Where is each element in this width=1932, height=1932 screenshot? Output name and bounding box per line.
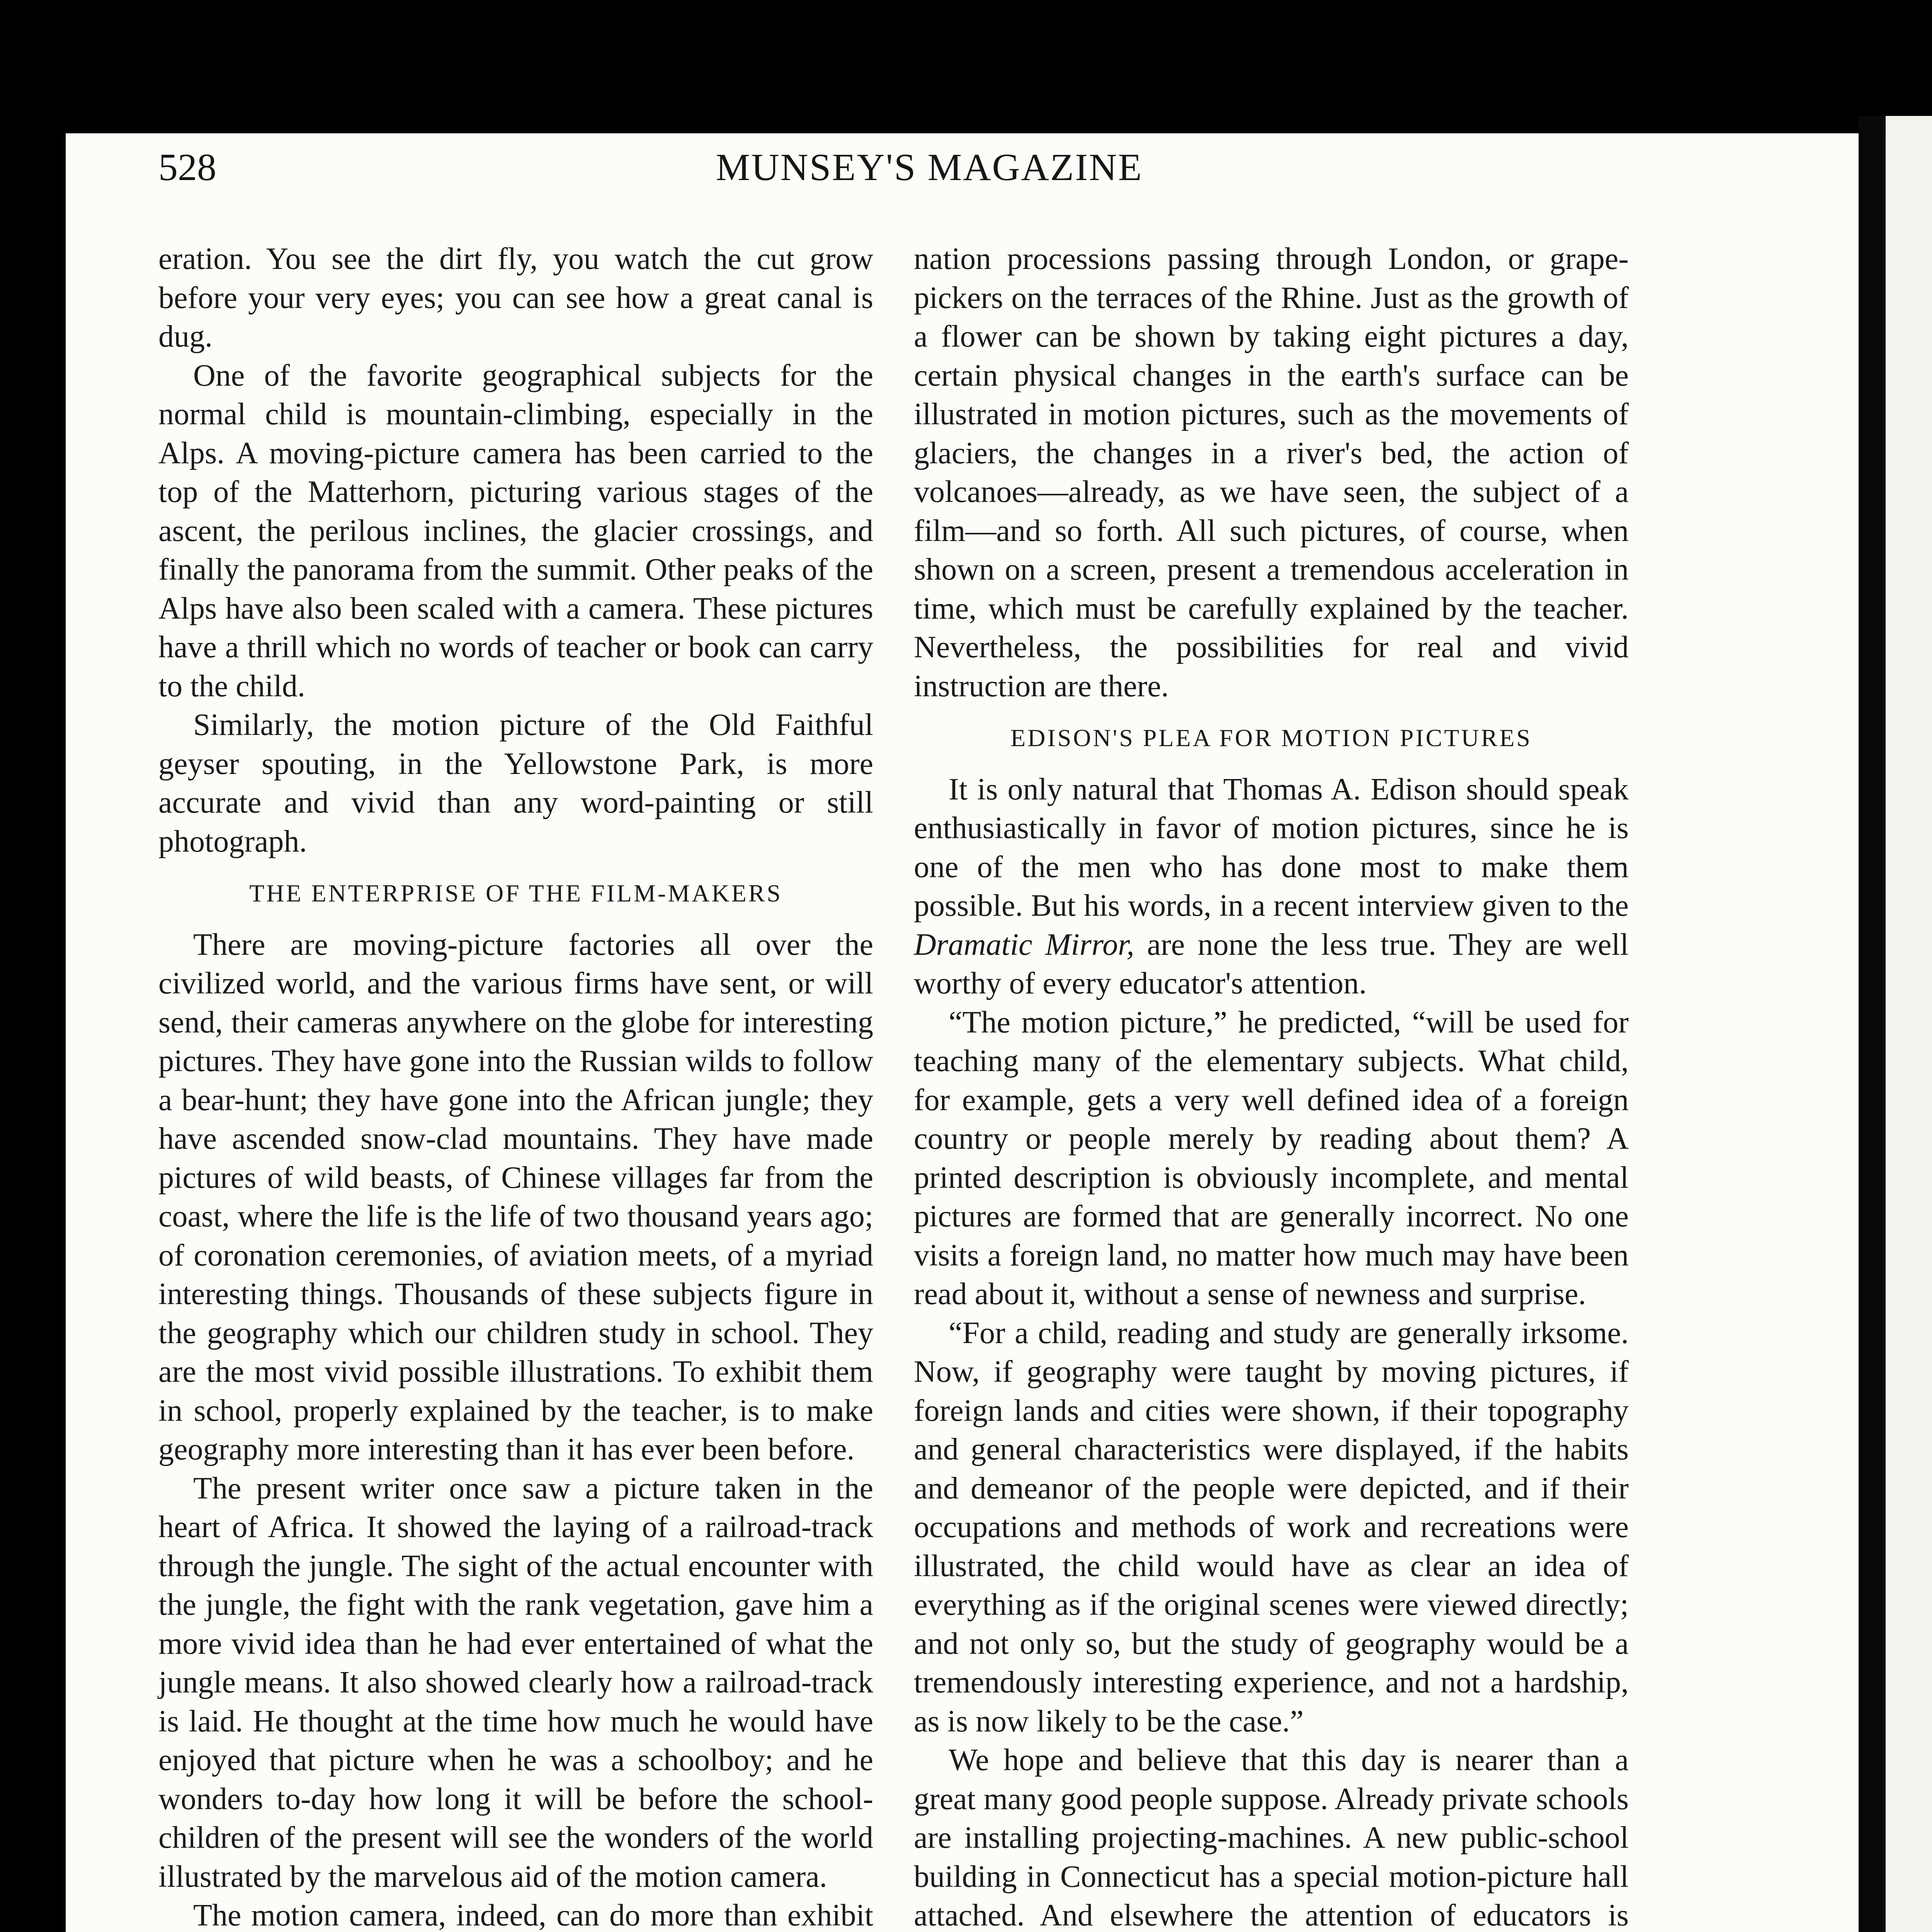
page-header <box>158 145 1700 203</box>
section-heading: EDISON'S PLEA FOR MOTION PICTURES <box>1010 724 1532 752</box>
paragraph-text: are none the less true. They are well worthy of every educator's attention. <box>914 927 1629 1000</box>
paragraph: nation processions passing through London, or grape-pickers on the terraces of the Rhine. Just as the growth of a flower can be shown by taking eight pictures a day, certain physical changes in the earth's surface can be illustrated in motion pictures, such as the movements of glaciers, the changes in a river's bed, the action of volcanoes—already, as we have seen, the subject of a film—and so forth. All such pictures, of course, when shown on a screen, present a tremendous acceleration in time, which must be carefully explained by the teacher. Nevertheless, the possibilities for real and vivid instruction are there. <box>914 242 1629 703</box>
right-column <box>914 240 1629 1932</box>
paragraph: The motion camera, indeed, can do more than exhibit <box>193 1898 873 1932</box>
facing-page-edge <box>1886 116 1932 1932</box>
page-number: 528 <box>158 146 216 189</box>
paragraph: We hope and believe that this day is nearer than a great many good people suppose. Already private schools are installing projecting-machines. A new public-school building in Connecticut has a special motion-picture hall attached. And elsewhere the attention of educators is <box>914 1743 1629 1932</box>
paragraph: “For a child, reading and study are generally irksome. Now, if geography were taught by moving pictures, if foreign lands and cities were shown, if their topography and general characteristics were displayed, if the habits and demeanor of the people were depicted, and if their occupations and methods of work and recreations were illustrated, the child would have as clear an idea of everything as if the original scenes were viewed directly; and not only so, but the study of geography would be a tremendously interesting experience, and not a hardship, as is now likely to be the case.” <box>914 1316 1629 1738</box>
paragraph <box>914 770 1629 1003</box>
left-column <box>158 240 873 1932</box>
section-heading: THE ENTERPRISE OF THE FILM-MAKERS <box>249 879 782 907</box>
paragraph: Similarly, the motion picture of the Old Faithful geyser spouting, in the Yellowstone Park, is more accurate and vivid than any word-painting or still photograph. <box>158 708 873 859</box>
paragraph-text: It is only natural that Thomas A. Edison should speak enthusiastically in favor of motion pictures, since he is one of the men who has done most to make them possible. But his words, in a recent interview given to the <box>914 772 1629 923</box>
running-title: MUNSEY'S MAGAZINE <box>716 146 1143 189</box>
paragraph: eration. You see the dirt fly, you watch the cut grow before your very eyes; you can see how a great canal is dug. <box>158 242 873 354</box>
paragraph: There are moving-picture factories all over the civilized world, and the various firms have sent, or will send, their cameras anywhere on the globe for interesting pictures. They have gone into the Russian wilds to follow a bear-hunt; they have gone into the African jungle; they have ascended snow-clad mountains. They have made pictures of wild beasts, of Chinese villages far from the coast, where the life is the life of two thousand years ago; of coronation ceremonies, of aviation meets, of a myriad interesting things. Thousands of these subjects figure in the geography which our children study in school. They are the most vivid possible illustrations. To exhibit them in school, properly explained by the teacher, is to make geography more interesting than it has ever been before. <box>158 927 873 1466</box>
paragraph: “The motion picture,” he predicted, “will be used for teaching many of the elementary subjects. What child, for example, gets a very well defined idea of a foreign country or people merely by reading about them? A printed description is obviously incomplete, and mental pictures are formed that are generally incorrect. No one visits a foreign land, no matter how much may have been read about it, without a sense of newness and surprise. <box>914 1005 1629 1311</box>
paragraph: One of the favorite geographical subjects for the normal child is mountain-climbing, especially in the Alps. A moving-picture camera has been carried to the top of the Matterhorn, picturing various stages of the ascent, the perilous inclines, the glacier crossings, and finally the panorama from the summit. Other peaks of the Alps have also been scaled with a camera. These pictures have a thrill which no words of teacher or book can carry to the child. <box>158 358 873 703</box>
publication-title: Dramatic Mirror, <box>914 927 1134 962</box>
book-spine-shadow <box>1859 116 1886 1932</box>
paragraph: The present writer once saw a picture taken in the heart of Africa. It showed the laying of a railroad-track through the jungle. The sight of the actual encounter with the jungle, the fight with the rank vegetation, gave him a more vivid idea than he had ever entertained of what the jungle means. It also showed clearly how a railroad-track is laid. He thought at the time how much he would have enjoyed that picture when he was a schoolboy; and he wonders to-day how long it will be before the school-children of the present will see the wonders of the world illustrated by the marvelous aid of the motion camera. <box>158 1471 873 1894</box>
